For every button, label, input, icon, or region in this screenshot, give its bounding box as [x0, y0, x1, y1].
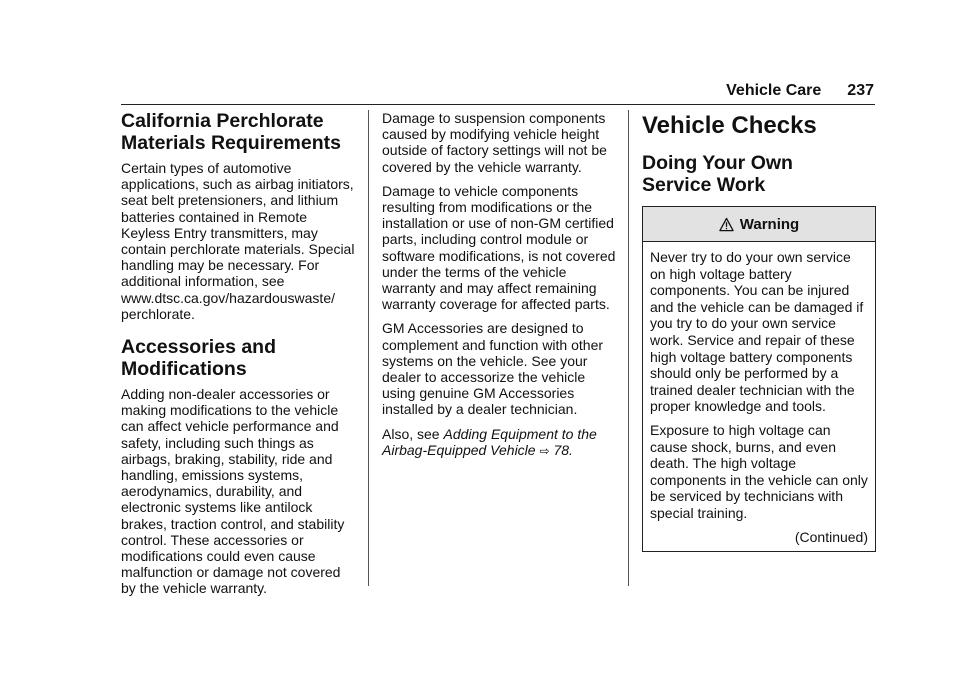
warning-header	[643, 207, 875, 242]
warning-paragraph-1: Never try to do your own service on high voltage battery components. You can be injured and the vehicle can be damaged if you try to do your own service work. Service and repair of these high voltage battery components should only be performed by a trained dealer technician with the proper knowledge and tools.	[650, 249, 864, 415]
page-header	[640, 82, 874, 104]
accessories-heading-line2: Modifications	[121, 358, 247, 381]
suspension-paragraph: Damage to suspension components caused by modifying vehicle height outside of factory settings will not be covered by the vehicle warranty.	[382, 110, 607, 175]
perchlorate-heading-line1: California Perchlorate	[121, 110, 324, 132]
warning-triangle-icon	[719, 217, 734, 232]
gm-accessories-paragraph: GM Accessories are designed to complement and function with other systems on the vehicle. See your dealer to accessorize the vehicle using genuine GM Accessories installed by a dealer technician.	[382, 320, 604, 418]
perchlorate-heading-line2: Materials Requirements	[121, 132, 341, 154]
accessories-heading-line1: Accessories and	[121, 336, 277, 359]
header-section-title: Vehicle Care	[726, 82, 822, 99]
continued-label: (Continued)	[794, 528, 868, 545]
warning-paragraph-2: Exposure to high voltage can cause shock, burns, and even death. The high voltage components in the vehicle can only be serviced by technicians with special training.	[650, 421, 868, 521]
header-rule	[121, 104, 875, 105]
cross-reference-page[interactable]: 78.	[553, 441, 573, 458]
doing-heading-line1: Doing Your Own	[642, 152, 793, 174]
page-reference-arrow-icon: ⇨	[539, 443, 550, 458]
also-see-prefix: Also, see	[382, 425, 444, 442]
warning-label: Warning	[739, 215, 800, 233]
column-middle	[382, 110, 618, 467]
accessories-body: Adding non-dealer accessories or making modifications to the vehicle can affect vehicle performance and safety, including such things as airbags, braking, stability, ride and handling, emissions systems, aerodynamics, durability, and electronic systems like antilock brakes, traction control, and stability control. These accessories or modifications could even cause malfunction or damage not covered by the vehicle warranty.	[121, 386, 345, 597]
perchlorate-body: Certain types of automotive applications, such as airbag initiators, seat belt pretensioners, and lithium batteries contained in Remote Keyless Entry transmitters, may contain perchlorate materials. Special handling may be necessary. For additional information, see www.dtsc.ca.gov/hazardouswaste/ perchlorate.	[121, 160, 355, 322]
vehicle-checks-heading: Vehicle Checks	[642, 112, 817, 139]
column-divider	[628, 110, 629, 586]
doing-heading-line2: Service Work	[642, 174, 766, 196]
perchlorate-heading	[121, 110, 357, 154]
column-right	[642, 110, 875, 552]
also-see-paragraph	[382, 426, 618, 459]
cross-reference-link[interactable]: Adding Equipment to the Airbag-Equipped Vehicle	[382, 425, 597, 458]
column-left	[121, 110, 357, 605]
page-number: 237	[847, 82, 874, 99]
components-paragraph: Damage to vehicle components resulting from modifications or the installation or use of non-GM certified parts, including control module or software modifications, is not covered under the terms of the vehicle warranty and may affect remaining warranty coverage for affected parts.	[382, 182, 616, 313]
column-divider	[368, 110, 369, 586]
warning-box	[642, 206, 876, 552]
accessories-heading	[121, 336, 357, 380]
doing-your-own-service-heading	[642, 152, 875, 196]
warning-body	[643, 242, 875, 551]
